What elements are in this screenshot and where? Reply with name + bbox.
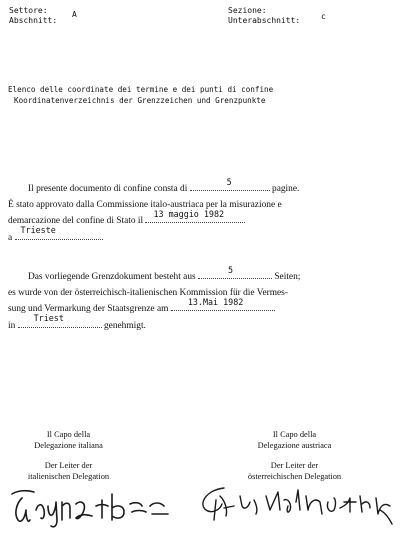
sezione-label: Sezione: <box>228 6 267 15</box>
austrian-signature <box>194 480 404 530</box>
german-line-4 <box>8 313 400 335</box>
sig-italian-line-2: Delegazione italiana <box>34 440 103 450</box>
seiten-value: 5 <box>228 264 234 275</box>
place-value: Trieste <box>20 225 56 235</box>
date-value: 13 maggio 1982 <box>153 208 225 219</box>
italian-line-3 <box>8 208 400 230</box>
seiten-field <box>198 264 272 279</box>
german-text-1: Das vorliegende Grenzdokument besteht aus <box>28 272 196 282</box>
german-text-5: genehmigt. <box>103 320 146 331</box>
datum-value: 13.Mai 1982 <box>187 296 244 307</box>
settore-value: A <box>72 10 77 19</box>
signature-block-italian <box>11 430 126 482</box>
german-line-3 <box>8 296 400 318</box>
abschnitt-label: Abschnitt: <box>9 16 58 25</box>
german-text-2: Seiten; <box>274 272 301 282</box>
italian-signature <box>8 480 178 530</box>
german-text-4: in <box>8 320 16 331</box>
italian-line-1 <box>8 176 400 198</box>
german-paragraph <box>8 264 400 334</box>
settore-label: Settore: <box>9 6 48 15</box>
date-field <box>145 208 245 223</box>
german-text-3: sung und Vermarkung der Staatsgrenze am <box>8 304 169 314</box>
pages-value: 5 <box>226 176 232 187</box>
title-german: Koordinatenverzeichnis der Grenzzeichen und Grenzpunkte <box>14 96 266 105</box>
italian-text-4: a <box>8 232 13 243</box>
german-line-1 <box>8 264 400 286</box>
ort-value: Triest <box>33 313 64 323</box>
ort-field <box>18 313 102 328</box>
italian-text-2: pagine. <box>272 184 300 194</box>
datum-field <box>171 296 275 311</box>
sig-italian-line-3: Der Leiter der <box>44 461 93 470</box>
sig-austrian-line-3: Der Leiter der <box>270 461 319 470</box>
italian-paragraph <box>8 176 400 246</box>
sig-austrian-line-2: Delegazione austriaca <box>257 440 332 450</box>
italian-line-4 <box>8 225 400 247</box>
italian-text-1: Il presente documento di confine consta di <box>28 184 188 194</box>
sezione-value: c <box>321 12 326 21</box>
sig-austrian-line-4: österreichischen Delegation <box>247 471 342 481</box>
signature-block-austrian <box>232 430 357 482</box>
title-italian: Elenco delle coordinate dei termine e dei punti di confine <box>8 85 274 94</box>
sig-italian-line-1: Il Capo della <box>46 430 91 439</box>
sig-italian-line-4: italienischen Delegation <box>27 471 110 481</box>
german-line-2: es wurde von der österreichisch-italienischen Kommission für die Vermes- <box>8 287 288 298</box>
unterabschnitt-label: Unterabschnitt: <box>228 16 301 25</box>
pages-field <box>190 176 270 191</box>
italian-text-3: demarcazione del confine di Stato il <box>8 216 144 226</box>
place-field <box>15 225 103 240</box>
sig-austrian-line-1: Il Capo della <box>272 430 317 439</box>
italian-line-2: È stato approvato dalla Commissione italo-austriaca per la misurazione e <box>8 199 282 210</box>
